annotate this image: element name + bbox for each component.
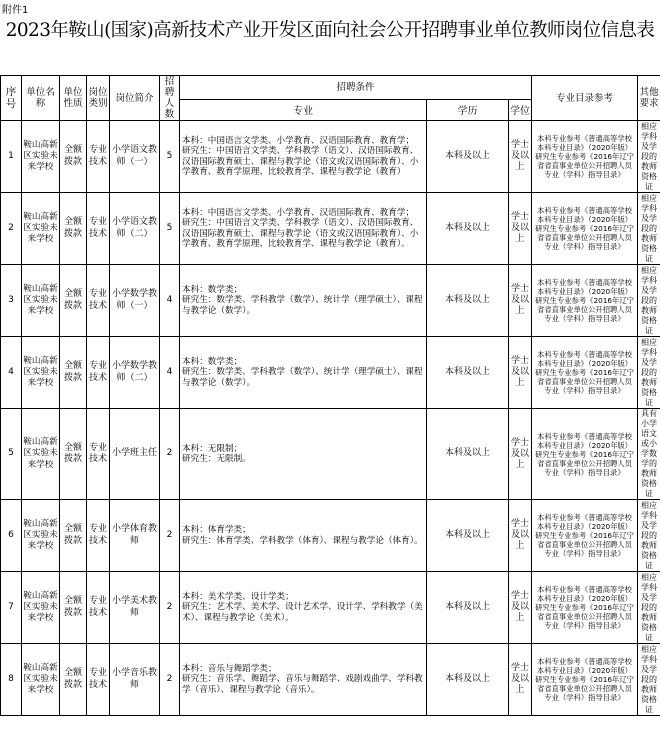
cell-unit-name: 鞍山高新区实验未来学校 <box>22 121 60 193</box>
cell-other-req: 相应学科及学段的教师资格证 <box>638 121 660 193</box>
cell-unit-nature: 全额拨款 <box>60 337 87 409</box>
cell-major: 本科：中国语言文学类、小学教育、汉语国际教育、教育学； 研究生：中国语言文学类、学科教学（语文）、汉语国际教育、汉语国际教育硕士、课程与教学论（语文或汉语国际教育）、小学教育、教育学原理、比较教育学、课程与教学论（教育） <box>180 121 427 193</box>
table-row <box>1 121 660 193</box>
cell-degree: 学士及以上 <box>509 644 532 716</box>
cell-unit-nature: 全额拨款 <box>60 121 87 193</box>
cell-seq: 5 <box>1 409 22 500</box>
cell-post-intro: 小学音乐教师 <box>110 644 160 716</box>
cell-unit-name: 鞍山高新区实验未来学校 <box>22 500 60 572</box>
cell-catalog-ref: 本科专业参考《普通高等学校本科专业目录》（2020年版） 研究生专业参考《2016年辽宁省省直事业单位公开招聘人员专业（学科）指导目录》 <box>532 409 638 500</box>
table-row <box>1 337 660 409</box>
cell-catalog-ref: 本科专业参考《普通高等学校本科专业目录》（2020年版） 研究生专业参考《2016年辽宁省省直事业单位公开招聘人员专业（学科）指导目录》 <box>532 572 638 644</box>
cell-degree: 学士及以上 <box>509 409 532 500</box>
cell-other-req: 相应学科及学段的教师资格证 <box>638 337 660 409</box>
cell-post-type: 专业技术 <box>87 193 110 265</box>
cell-seq: 6 <box>1 500 22 572</box>
cell-major: 本科：美术学类、设计学类； 研究生：艺术学、美术学、设计艺术学、设计学、学科教学（美术）、课程与教学论（美术）。 <box>180 572 427 644</box>
cell-post-intro: 小学数学教师（二） <box>110 337 160 409</box>
cell-unit-name: 鞍山高新区实验未来学校 <box>22 337 60 409</box>
cell-catalog-ref: 本科专业参考《普通高等学校本科专业目录》（2020年版） 研究生专业参考《2016年辽宁省省直事业单位公开招聘人员专业（学科）指导目录》 <box>532 644 638 716</box>
cell-post-intro: 小学语文教师（二） <box>110 193 160 265</box>
cell-education: 本科及以上 <box>427 193 509 265</box>
header-education: 学历 <box>427 99 509 120</box>
cell-post-intro: 小学美术教师 <box>110 572 160 644</box>
cell-other-req: 相应学科及学段的教师资格证 <box>638 265 660 337</box>
header-seq: 序号 <box>1 76 22 121</box>
cell-education: 本科及以上 <box>427 500 509 572</box>
cell-education: 本科及以上 <box>427 572 509 644</box>
cell-seq: 3 <box>1 265 22 337</box>
cell-post-type: 专业技术 <box>87 572 110 644</box>
cell-major: 本科：无限制； 研究生：无限制。 <box>180 409 427 500</box>
cell-post-type: 专业技术 <box>87 409 110 500</box>
table-row <box>1 572 660 644</box>
cell-major: 本科：数学类； 研究生：数学类、学科教学（数学）、统计学（理学硕士）、课程与教学论（数学）。 <box>180 337 427 409</box>
cell-unit-name: 鞍山高新区实验未来学校 <box>22 265 60 337</box>
cell-post-type: 专业技术 <box>87 644 110 716</box>
cell-seq: 2 <box>1 193 22 265</box>
cell-degree: 学士及以上 <box>509 572 532 644</box>
cell-catalog-ref: 本科专业参考《普通高等学校本科专业目录》（2020年版） 研究生专业参考《2016年辽宁省省直事业单位公开招聘人员专业（学科）指导目录》 <box>532 193 638 265</box>
cell-post-intro: 小学班主任 <box>110 409 160 500</box>
cell-unit-nature: 全额拨款 <box>60 409 87 500</box>
header-recruit-num: 招聘人数 <box>160 76 180 121</box>
cell-other-req: 相应学科及学段的教师资格证 <box>638 500 660 572</box>
attachment-label: 附件1 <box>2 5 29 16</box>
cell-recruit-num: 2 <box>160 500 180 572</box>
header-other-req: 其他要求 <box>638 76 660 121</box>
cell-major: 本科：体育学类； 研究生：体育学类、学科教学（体育）、课程与教学论（体育）。 <box>180 500 427 572</box>
cell-unit-nature: 全额拨款 <box>60 500 87 572</box>
header-major: 专业 <box>180 99 427 120</box>
cell-education: 本科及以上 <box>427 121 509 193</box>
cell-degree: 学士及以上 <box>509 500 532 572</box>
cell-seq: 4 <box>1 337 22 409</box>
cell-catalog-ref: 本科专业参考《普通高等学校本科专业目录》（2020年版） 研究生专业参考《2016年辽宁省省直事业单位公开招聘人员专业（学科）指导目录》 <box>532 121 638 193</box>
cell-other-req: 相应学科及学段的教师资格证 <box>638 572 660 644</box>
cell-other-req: 相应学科及学段的教师资格证 <box>638 644 660 716</box>
cell-unit-nature: 全额拨款 <box>60 193 87 265</box>
cell-seq: 7 <box>1 572 22 644</box>
cell-other-req: 相应学科及学段的教师资格证 <box>638 193 660 265</box>
cell-education: 本科及以上 <box>427 644 509 716</box>
cell-degree: 学士及以上 <box>509 121 532 193</box>
header-post-type: 岗位类别 <box>87 76 110 121</box>
header-conditions: 招聘条件 <box>180 76 532 100</box>
cell-recruit-num: 2 <box>160 572 180 644</box>
cell-catalog-ref: 本科专业参考《普通高等学校本科专业目录》（2020年版） 研究生专业参考《2016年辽宁省省直事业单位公开招聘人员专业（学科）指导目录》 <box>532 500 638 572</box>
recruitment-table <box>0 75 660 716</box>
cell-post-intro: 小学语文教师（一） <box>110 121 160 193</box>
header-catalog-ref: 专业目录参考 <box>532 76 638 121</box>
cell-major: 本科：数学类； 研究生：数学类、学科教学（数学）、统计学（理学硕士）、课程与教学论（数学）。 <box>180 265 427 337</box>
cell-recruit-num: 5 <box>160 193 180 265</box>
cell-other-req: 具有小学语文或小学数学的教师资格证 <box>638 409 660 500</box>
table-row <box>1 409 660 500</box>
cell-education: 本科及以上 <box>427 409 509 500</box>
cell-degree: 学士及以上 <box>509 337 532 409</box>
cell-unit-name: 鞍山高新区实验未来学校 <box>22 193 60 265</box>
cell-unit-nature: 全额拨款 <box>60 644 87 716</box>
cell-unit-name: 鞍山高新区实验未来学校 <box>22 572 60 644</box>
cell-recruit-num: 2 <box>160 409 180 500</box>
header-post-intro: 岗位简介 <box>110 76 160 121</box>
cell-seq: 1 <box>1 121 22 193</box>
cell-post-intro: 小学体育教师 <box>110 500 160 572</box>
page-title: 2023年鞍山(国家)高新技术产业开发区面向社会公开招聘事业单位教师岗位信息表 <box>5 20 655 41</box>
cell-unit-nature: 全额拨款 <box>60 265 87 337</box>
cell-major: 本科：中国语言文学类、小学教育、汉语国际教育、教育学； 研究生：中国语言文学类、学科教学（语文）、汉语国际教育、汉语国际教育硕士、课程与教学论（语文或汉语国际教育）、小学教育、教育学原理、比较教育学、课程与教学论（教育）。 <box>180 193 427 265</box>
cell-education: 本科及以上 <box>427 337 509 409</box>
cell-recruit-num: 5 <box>160 121 180 193</box>
table-row <box>1 265 660 337</box>
cell-catalog-ref: 本科专业参考《普通高等学校本科专业目录》（2020年版） 研究生专业参考《2016年辽宁省省直事业单位公开招聘人员专业（学科）指导目录》 <box>532 337 638 409</box>
header-unit-name: 单位名称 <box>22 76 60 121</box>
cell-education: 本科及以上 <box>427 265 509 337</box>
cell-unit-name: 鞍山高新区实验未来学校 <box>22 644 60 716</box>
cell-unit-name: 鞍山高新区实验未来学校 <box>22 409 60 500</box>
cell-post-type: 专业技术 <box>87 265 110 337</box>
header-degree: 学位 <box>509 99 532 120</box>
header-row-top <box>1 76 660 100</box>
cell-post-intro: 小学数学教师（一） <box>110 265 160 337</box>
cell-catalog-ref: 本科专业参考《普通高等学校本科专业目录》（2020年版） 研究生专业参考《2016年辽宁省省直事业单位公开招聘人员专业（学科）指导目录》 <box>532 265 638 337</box>
cell-post-type: 专业技术 <box>87 500 110 572</box>
cell-recruit-num: 4 <box>160 337 180 409</box>
cell-degree: 学士及以上 <box>509 193 532 265</box>
cell-post-type: 专业技术 <box>87 337 110 409</box>
table-row <box>1 644 660 716</box>
header-unit-nature: 单位性质 <box>60 76 87 121</box>
table-row <box>1 500 660 572</box>
cell-major: 本科：音乐与舞蹈学类； 研究生：音乐学、舞蹈学、音乐与舞蹈学、戏剧戏曲学、学科教学（音乐）、课程与教学论（音乐）。 <box>180 644 427 716</box>
cell-seq: 8 <box>1 644 22 716</box>
cell-recruit-num: 4 <box>160 265 180 337</box>
cell-post-type: 专业技术 <box>87 121 110 193</box>
cell-recruit-num: 2 <box>160 644 180 716</box>
table-row <box>1 193 660 265</box>
cell-degree: 学士及以上 <box>509 265 532 337</box>
cell-unit-nature: 全额拨款 <box>60 572 87 644</box>
